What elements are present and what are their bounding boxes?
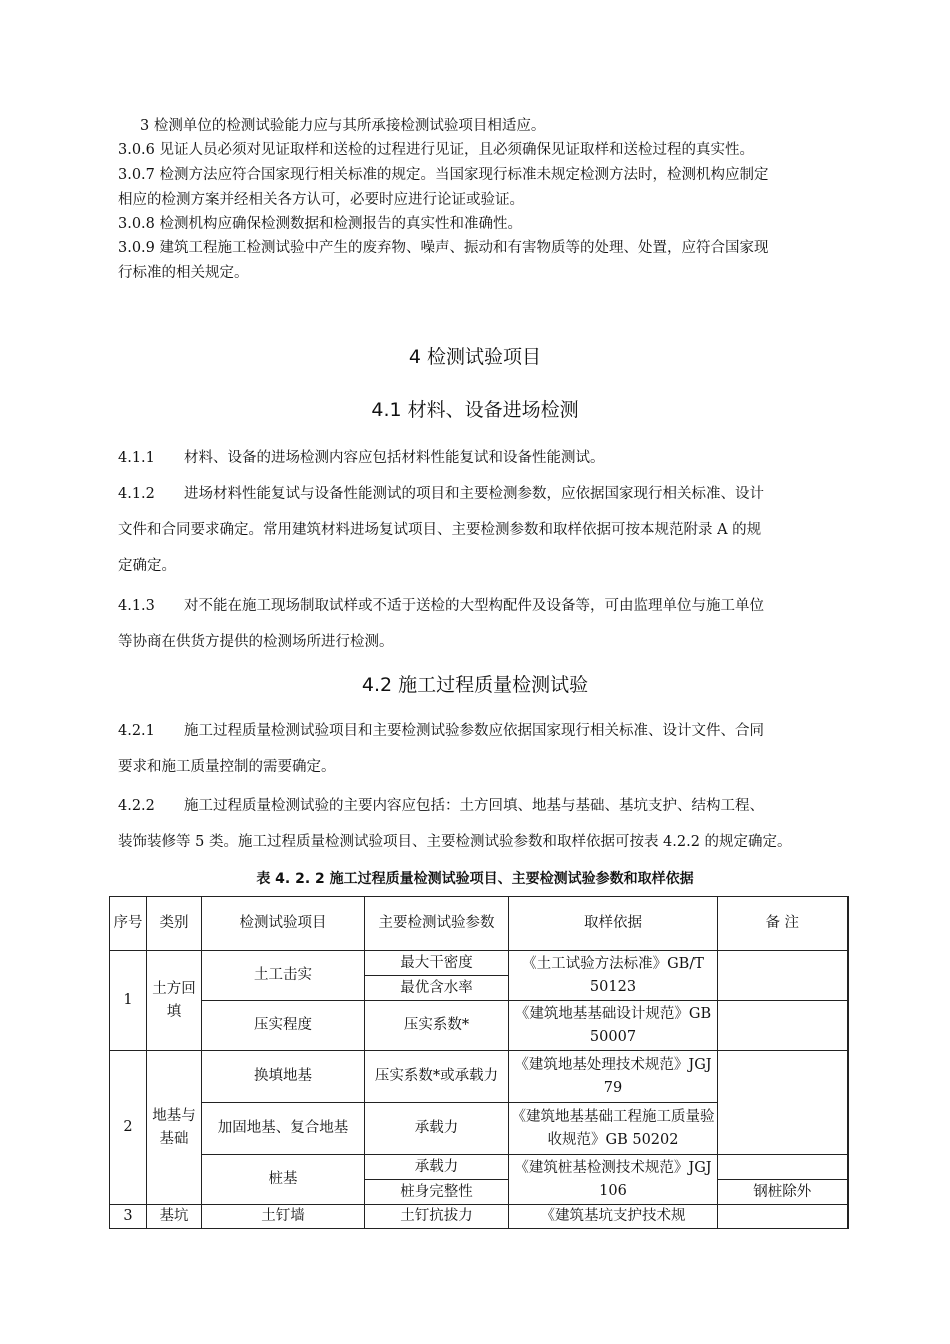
header-note: 备 注	[718, 897, 848, 951]
cell-category: 土方回填	[147, 951, 202, 1051]
clause-number: 4.1.1	[118, 450, 155, 466]
clause-number: 4.2.2	[118, 798, 155, 814]
clause-text: 材料、设备的进场检测内容应包括材料性能复试和设备性能测试。	[184, 450, 605, 466]
table-row	[110, 1205, 848, 1229]
cell-note	[718, 1051, 848, 1155]
clause-number: 4.1.3	[118, 598, 155, 614]
cell-param: 土钉抗拔力	[365, 1205, 509, 1229]
clause-number: 4.2.1	[118, 723, 155, 739]
clause-text: 对不能在施工现场制取试样或不适于送检的大型构配件及设备等，可由监理单位与施工单位	[184, 598, 764, 614]
cell-item: 桩基	[202, 1155, 365, 1205]
table-row	[110, 1155, 848, 1180]
cell-param: 承载力	[365, 1155, 509, 1180]
clause-line: 相应的检测方案并经相关各方认可，必要时应进行论证或验证。	[118, 192, 524, 208]
table-row	[110, 951, 848, 976]
cell-param: 承载力	[365, 1103, 509, 1155]
table-row	[110, 1001, 848, 1051]
table-caption: 表 4. 2. 2 施工过程质量检测试验项目、主要检测试验参数和取样依据	[256, 871, 694, 887]
clause-line: 3.0.7 检测方法应符合国家现行相关标准的规定。当国家现行标准未规定检测方法时，检测机构应制定	[118, 167, 769, 183]
cell-item: 换填地基	[202, 1051, 365, 1103]
header-category: 类别	[147, 897, 202, 951]
clause-4-1-1	[118, 440, 860, 476]
cell-note	[718, 1155, 848, 1180]
cell-note	[718, 1205, 848, 1229]
section-title-4-2: 4.2 施工过程质量检测试验	[361, 674, 589, 696]
cell-category: 基坑	[147, 1205, 202, 1229]
header-no: 序号	[110, 897, 147, 951]
clause-4-2-2	[118, 788, 860, 860]
clause-line: 行标准的相关规定。	[118, 265, 249, 281]
cell-basis: 《土工试验方法标准》GB/T 50123	[509, 951, 718, 1001]
clause-4-2-1	[118, 713, 860, 785]
clause-4-1-3	[118, 588, 860, 660]
header-param: 主要检测试验参数	[365, 897, 509, 951]
clause-line: 3.0.8 检测机构应确保检测数据和检测报告的真实性和准确性。	[118, 216, 523, 232]
header-item: 检测试验项目	[202, 897, 365, 951]
cell-param: 压实系数*或承载力	[365, 1051, 509, 1103]
cell-param: 最优含水率	[365, 976, 509, 1001]
clause-text: 文件和合同要求确定。常用建筑材料进场复试项目、主要检测参数和取样依据可按本规范附录 A 的规	[118, 522, 762, 538]
cell-basis: 《建筑地基基础工程施工质量验收规范》GB 50202	[509, 1103, 718, 1155]
cell-basis: 《建筑地基基础设计规范》GB 50007	[509, 1001, 718, 1051]
cell-no: 2	[110, 1051, 147, 1205]
cell-item: 土钉墙	[202, 1205, 365, 1229]
cell-item: 压实程度	[202, 1001, 365, 1051]
clause-text: 施工过程质量检测试验项目和主要检测试验参数应依据国家现行相关标准、设计文件、合同	[184, 723, 764, 739]
cell-basis: 《建筑桩基检测技术规范》JGJ 106	[509, 1155, 718, 1205]
cell-item: 加固地基、复合地基	[202, 1103, 365, 1155]
clause-4-1-2	[118, 476, 860, 584]
clause-line: 3 检测单位的检测试验能力应与其所承接检测试验项目相适应。	[140, 118, 546, 134]
clause-text: 等协商在供货方提供的检测场所进行检测。	[118, 634, 394, 650]
section-title-4-1: 4.1 材料、设备进场检测	[371, 399, 579, 421]
cell-no: 3	[110, 1205, 147, 1229]
cell-param: 压实系数*	[365, 1001, 509, 1051]
clause-text: 装饰装修等 5 类。施工过程质量检测试验项目、主要检测试验参数和取样依据可按表 4.2.2 的规定确定。	[118, 834, 792, 850]
cell-category: 地基与基础	[147, 1051, 202, 1205]
table-row	[110, 1051, 848, 1103]
clause-text: 施工过程质量检测试验的主要内容应包括：土方回填、地基与基础、基坑支护、结构工程、	[184, 798, 764, 814]
header-basis: 取样依据	[509, 897, 718, 951]
clause-text: 定确定。	[118, 558, 176, 574]
cell-no: 1	[110, 951, 147, 1051]
table-header-row	[110, 897, 848, 951]
cell-basis: 《建筑地基处理技术规范》JGJ 79	[509, 1051, 718, 1103]
cell-param: 最大干密度	[365, 951, 509, 976]
cell-basis: 《建筑基坑支护技术规	[509, 1205, 718, 1229]
clause-line: 3.0.6 见证人员必须对见证取样和送检的过程进行见证，且必须确保见证取样和送检过程的真实性。	[118, 142, 754, 158]
cell-note: 钢桩除外	[718, 1180, 848, 1205]
clause-number: 4.1.2	[118, 486, 155, 502]
cell-param: 桩身完整性	[365, 1180, 509, 1205]
chapter-title: 4 检测试验项目	[408, 346, 542, 368]
spec-table	[109, 896, 849, 1229]
clause-line: 3.0.9 建筑工程施工检测试验中产生的废弃物、噪声、振动和有害物质等的处理、处置，应符合国家现	[118, 240, 769, 256]
cell-note	[718, 1001, 848, 1051]
clause-text: 进场材料性能复试与设备性能测试的项目和主要检测参数，应依据国家现行相关标准、设计	[184, 486, 764, 502]
cell-item: 土工击实	[202, 951, 365, 1001]
cell-note	[718, 951, 848, 1001]
clause-text: 要求和施工质量控制的需要确定。	[118, 759, 336, 775]
